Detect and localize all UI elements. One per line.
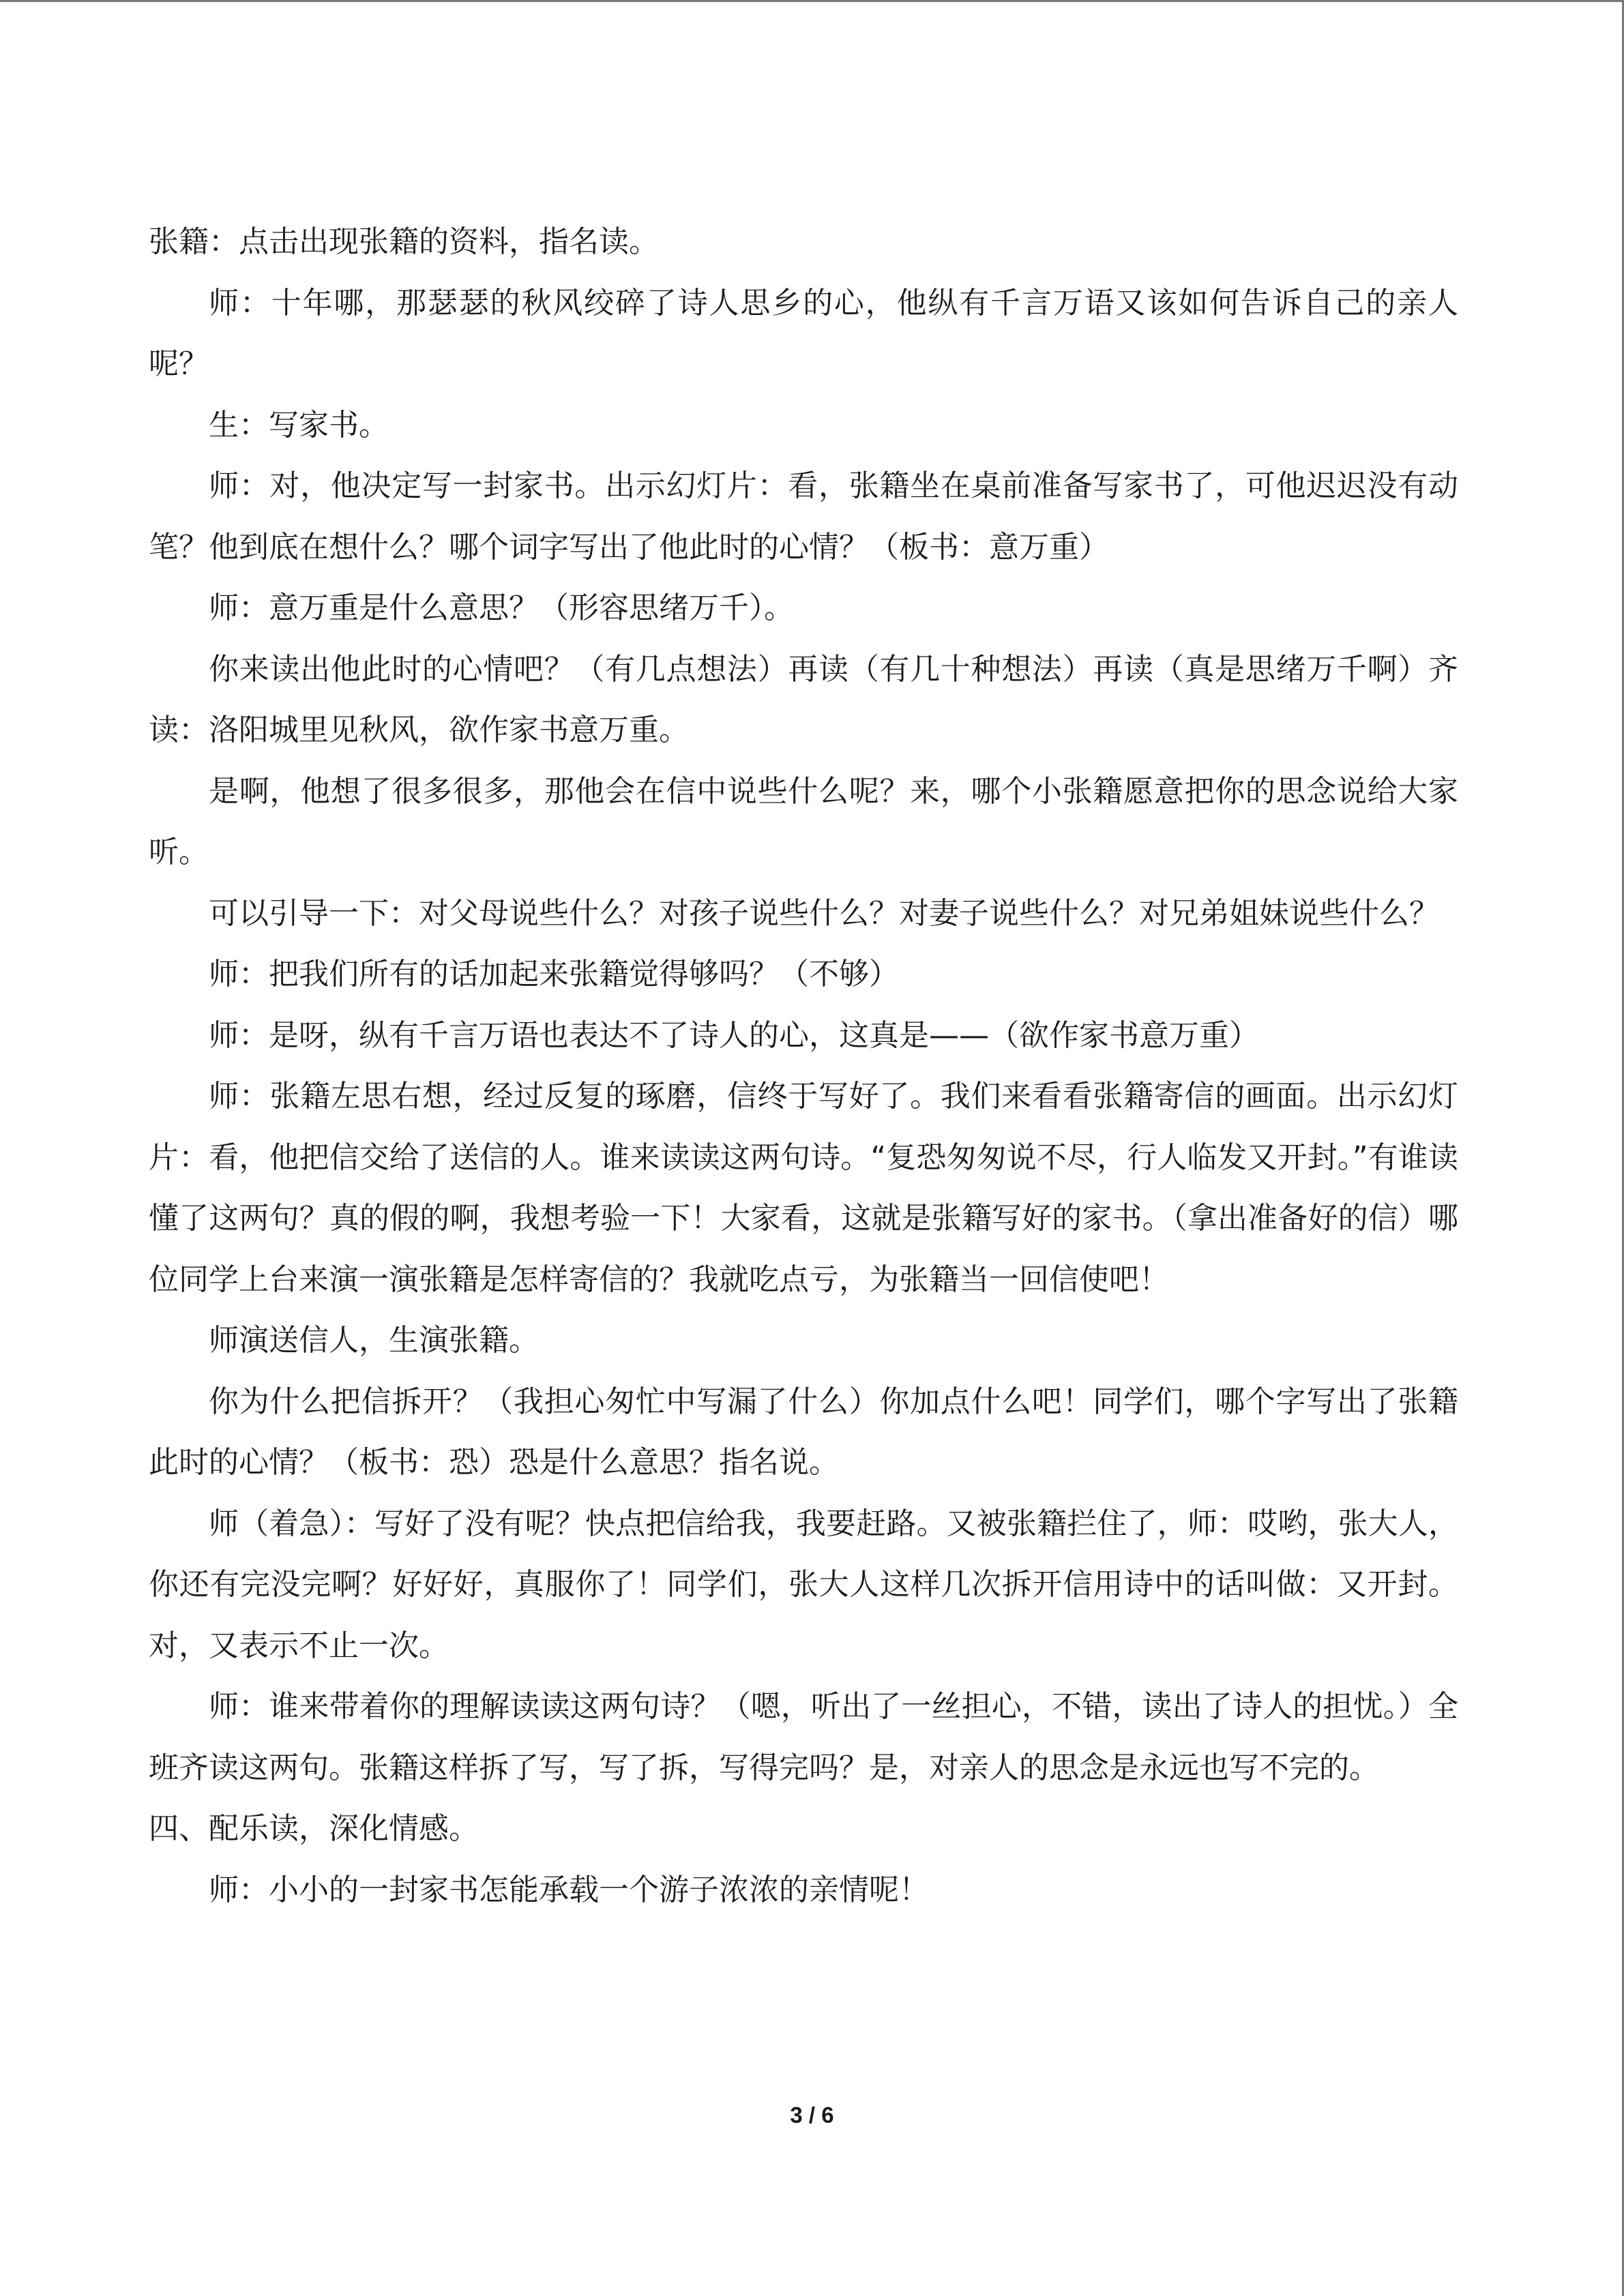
paragraph: 师：对，他决定写一封家书。出示幻灯片：看，张籍坐在桌前准备写家书了，可他迟迟没有动笔？他到底在想什么？哪个词字写出了他此时的心情？（板书：意万重） — [149, 468, 1458, 565]
paragraph: 师演送信人，生演张籍。 — [209, 1323, 539, 1358]
paragraph: 师：把我们所有的话加起来张籍觉得够吗？（不够） — [209, 957, 899, 992]
page-number: 3 / 6 — [790, 2102, 834, 2128]
paragraph: 可以引导一下：对父母说些什么？对孩子说些什么？对妻子说些什么？对兄弟姐妹说些什么？ — [209, 895, 1439, 931]
paragraph: 师：张籍左思右想，经过反复的琢磨，信终于写好了。我们来看看张籍寄信的画面。出示幻灯片：看，他把信交给了送信的人。谁来读读这两句诗。“复恐匆匆说不尽，行人临发又开封。”有谁读懂了这两句？真的假的啊，我想考验一下！大家看，这就是张籍写好的家书。（拿出准备好的信）哪位同学上台来演一演张籍是怎样寄信的？我就吃点亏，为张籍当一回信使吧！ — [149, 1079, 1458, 1297]
paragraph: 你为什么把信拆开？（我担心匆忙中写漏了什么）你加点什么吧！同学们，哪个字写出了张籍此时的心情？（板书：恐）恐是什么意思？指名说。 — [149, 1384, 1458, 1480]
paragraph: 师：小小的一封家书怎能承载一个游子浓浓的亲情呢！ — [209, 1872, 929, 1907]
paragraph: 师：十年哪，那瑟瑟的秋风绞碎了诗人思乡的心，他纵有千言万语又该如何告诉自己的亲人呢？ — [149, 285, 1458, 381]
paragraph: 师（着急）：写好了没有呢？快点把信给我，我要赶路。又被张籍拦住了，师：哎哟，张大人，你还有完没完啊？好好好，真服你了！同学们，张大人这样几次拆开信用诗中的话叫做：又开封。对，又表示不止一次。 — [149, 1506, 1458, 1663]
paragraph: 师：是呀，纵有千言万语也表达不了诗人的心，这真是——（欲作家书意万重） — [209, 1017, 1259, 1053]
document-body — [149, 211, 1458, 1920]
page-border-top — [0, 0, 1624, 2]
paragraph: 师：谁来带着你的理解读读这两句诗？（嗯，听出了一丝担心，不错，读出了诗人的担忧。）全班齐读这两句。张籍这样拆了写，写了拆，写得完吗？是，对亲人的思念是永远也写不完的。 — [149, 1689, 1458, 1785]
paragraph: 师：意万重是什么意思？（形容思绪万千）。 — [209, 591, 794, 625]
paragraph: 是啊，他想了很多很多，那他会在信中说些什么呢？来，哪个小张籍愿意把你的思念说给大家听。 — [149, 773, 1458, 869]
paragraph: 生：写家书。 — [209, 407, 389, 443]
paragraph: 张籍：点击出现张籍的资料，指名读。 — [149, 224, 659, 259]
section-heading: 四、配乐读，深化情感。 — [149, 1811, 479, 1846]
paragraph: 你来读出他此时的心情吧？（有几点想法）再读（有几十种想法）再读（真是思绪万千啊）齐读：洛阳城里见秋风，欲作家书意万重。 — [149, 651, 1458, 747]
